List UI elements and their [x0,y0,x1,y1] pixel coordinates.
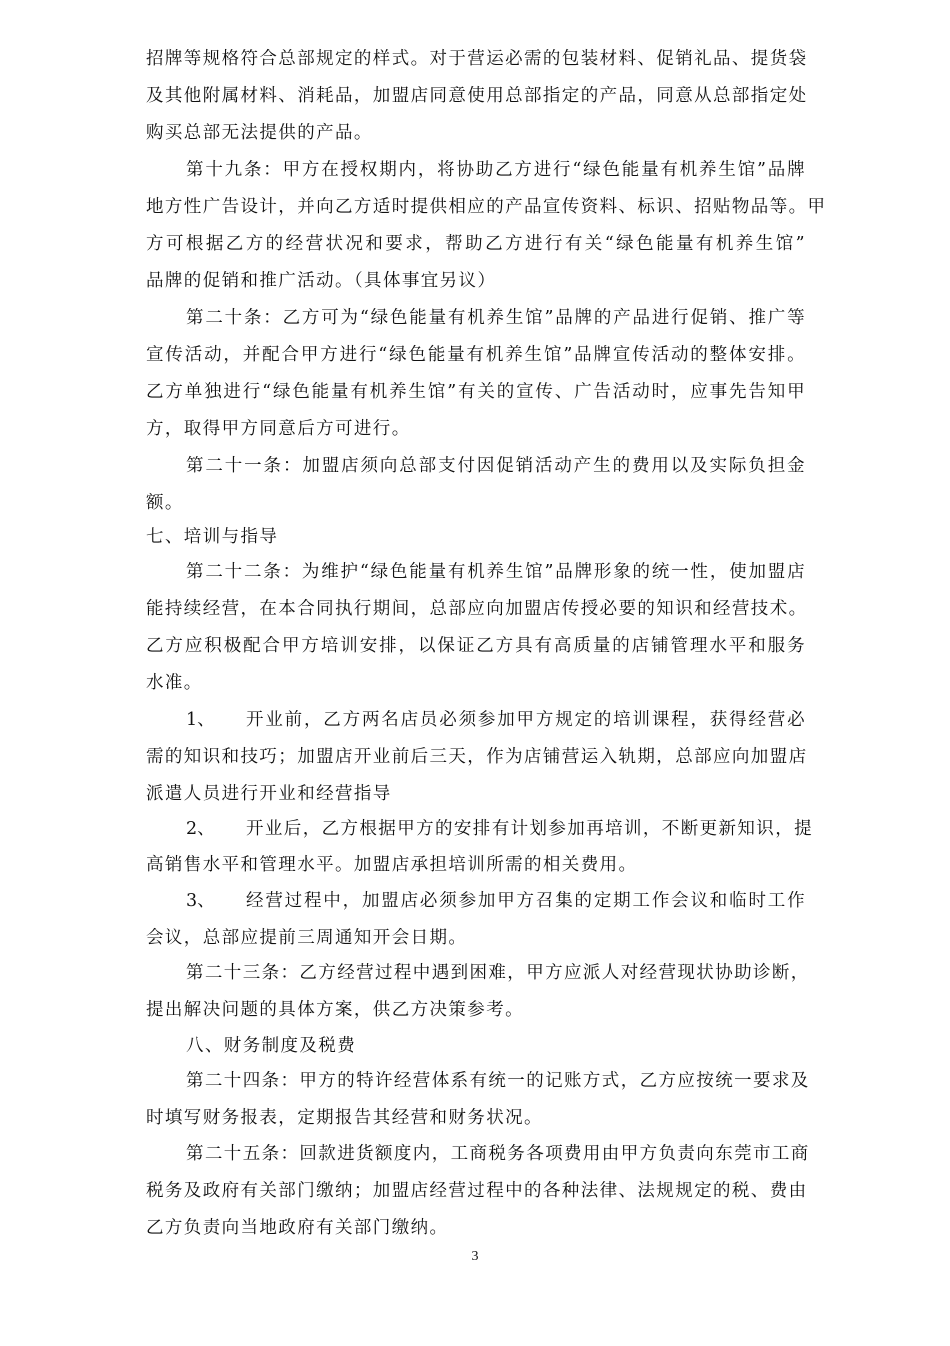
text-line: 需的知识和技巧；加盟店开业前后三天，作为店铺营运入轨期，总部应向加盟店 [146,747,808,767]
list-item-2 [186,817,813,841]
page-number: 3 [471,1249,479,1264]
text-line: 能持续经营，在本合同执行期间，总部应向加盟店传授必要的知识和经营技术。 [146,599,808,619]
article-21-line: 第二十一条：加盟店须向总部支付因促销活动产生的费用以及实际负担金 [186,456,806,476]
text-line: 高销售水平和管理水平。加盟店承担培训所需的相关费用。 [146,855,638,875]
list-item-number: 3、 [186,891,215,911]
article-24-line: 第二十四条：甲方的特许经营体系有统一的记账方式，乙方应按统一要求及 [186,1071,810,1091]
text-line: 乙方单独进行“绿色能量有机养生馆”有关的宣传、广告活动时，应事先告知甲 [146,382,806,402]
text-line: 额。 [146,493,184,513]
text-line: 派遣人员进行开业和经营指导 [146,784,392,804]
text-line: 品牌的促销和推广活动。（具体事宜另议） [146,271,497,291]
list-item-text: 经营过程中，加盟店必须参加甲方召集的定期工作会议和临时工作 [246,891,806,911]
list-item-text: 开业前，乙方两名店员必须参加甲方规定的培训课程，获得经营必 [246,710,806,730]
text-line: 时填写财务报表，定期报告其经营和财务状况。 [146,1108,543,1128]
text-line: 及其他附属材料、消耗品，加盟店同意使用总部指定的产品，同意从总部指定处 [146,86,808,106]
section-heading-training: 七、培训与指导 [146,527,279,547]
text-line: 方可根据乙方的经营状况和要求，帮助乙方进行有关“绿色能量有机养生馆” [146,234,806,254]
article-20-line: 第二十条：乙方可为“绿色能量有机养生馆”品牌的产品进行促销、推广等 [186,308,806,328]
article-25-line: 第二十五条：回款进货额度内，工商税务各项费用由甲方负责向东莞市工商 [186,1144,810,1164]
text-line: 水准。 [146,673,203,693]
text-line: 提出解决问题的具体方案，供乙方决策参考。 [146,1000,524,1020]
article-19-line: 第十九条：甲方在授权期内，将协助乙方进行“绿色能量有机养生馆”品牌 [186,160,806,180]
list-item-number: 1、 [186,710,215,730]
text-line: 会议，总部应提前三周通知开会日期。 [146,928,468,948]
article-22-line: 第二十二条：为维护“绿色能量有机养生馆”品牌形象的统一性，使加盟店 [186,562,806,582]
text-line: 方，取得甲方同意后方可进行。 [146,419,411,439]
list-item-number: 2、 [186,819,215,839]
list-item-text: 开业后，乙方根据甲方的安排有计划参加再培训，不断更新知识，提 [246,819,813,839]
text-line: 地方性广告设计，并向乙方适时提供相应的产品宣传资料、标识、招贴物品等。甲 [146,197,827,217]
list-item-3 [186,889,806,913]
text-line: 乙方负责向当地政府有关部门缴纳。 [146,1218,449,1238]
text-line: 招牌等规格符合总部规定的样式。对于营运必需的包装材料、促销礼品、提货袋 [146,49,808,69]
article-23-line: 第二十三条：乙方经营过程中遇到困难，甲方应派人对经营现状协助诊断， [186,963,810,983]
text-line: 乙方应积极配合甲方培训安排，以保证乙方具有高质量的店铺管理水平和服务 [146,636,806,656]
text-line: 购买总部无法提供的产品。 [146,123,373,143]
list-item-1 [186,708,806,732]
text-line: 宣传活动，并配合甲方进行“绿色能量有机养生馆”品牌宣传活动的整体安排。 [146,345,806,365]
text-line: 税务及政府有关部门缴纳；加盟店经营过程中的各种法律、法规规定的税、费由 [146,1181,808,1201]
section-heading-finance: 八、财务制度及税费 [186,1036,357,1056]
